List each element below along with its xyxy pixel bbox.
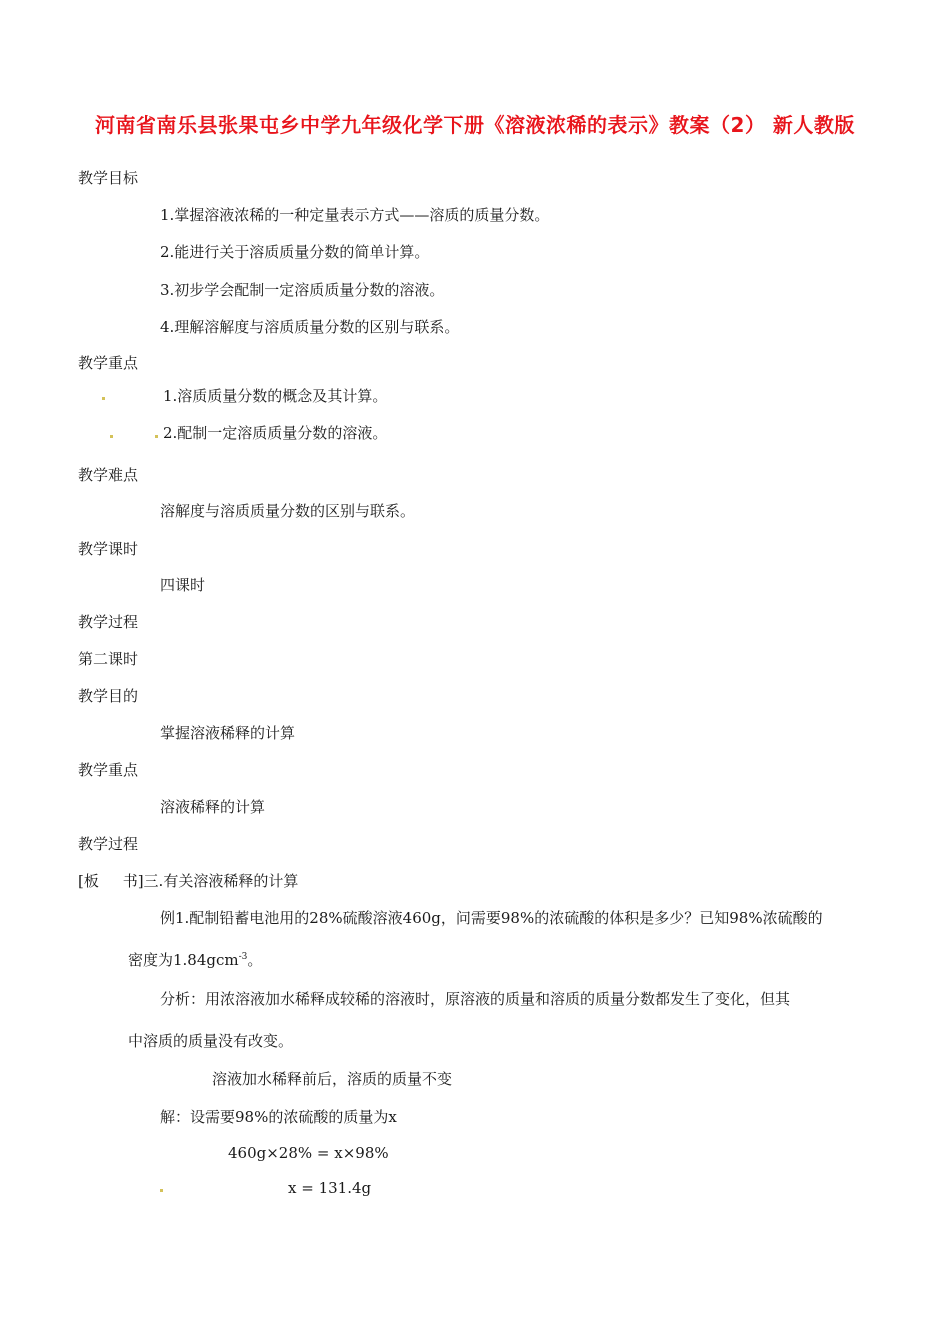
- difficulty-heading: 教学难点: [78, 466, 139, 484]
- principle-text: 溶液加水稀释前后，溶质的质量不变: [212, 1070, 453, 1088]
- document-title: 河南省南乐县张果屯乡中学九年级化学下册《溶液浓稀的表示》教案（2） 新人教版: [95, 113, 855, 137]
- lesson2-heading: 第二课时: [78, 650, 139, 668]
- period: 。: [247, 951, 263, 969]
- objective-item: 3.初步学会配制一定溶质质量分数的溶液。: [160, 281, 445, 299]
- density-text: 密度为1.84gcm: [128, 951, 239, 969]
- scan-artifact: [110, 435, 113, 438]
- scan-artifact: [160, 1189, 163, 1192]
- equation-2: x = 131.4g: [288, 1179, 372, 1197]
- process-heading: 教学过程: [78, 613, 139, 631]
- key-point-item: 2.配制一定溶质质量分数的溶液。: [163, 424, 388, 442]
- difficulty-text: 溶解度与溶质质量分数的区别与联系。: [160, 502, 416, 520]
- purpose-heading: 教学目的: [78, 687, 139, 705]
- analysis-line-2: 中溶质的质量没有改变。: [128, 1032, 294, 1050]
- objective-item: 4.理解溶解度与溶质质量分数的区别与联系。: [160, 318, 460, 336]
- scan-artifact: [102, 397, 105, 400]
- analysis-line: 分析：用浓溶液加水稀释成较稀的溶液时，原溶液的质量和溶质的质量分数都发生了变化，但其: [160, 990, 791, 1008]
- objective-item: 1.掌握溶液浓稀的一种定量表示方式——溶质的质量分数。: [160, 206, 550, 224]
- equation-1: 460g×28% = x×98%: [228, 1144, 389, 1162]
- solution-text: 解：设需要98%的浓硫酸的质量为x: [160, 1108, 397, 1126]
- purpose-text: 掌握溶液稀释的计算: [160, 724, 296, 742]
- example-line-2: [128, 950, 262, 970]
- key2-heading: 教学重点: [78, 761, 139, 779]
- density-exponent: -3: [238, 952, 248, 962]
- hours-text: 四课时: [160, 576, 206, 594]
- scan-artifact: [155, 435, 158, 438]
- process2-heading: 教学过程: [78, 835, 139, 853]
- example-line: 例1.配制铅蓄电池用的28%硫酸溶液460g，问需要98%的浓硫酸的体积是多少？已知98%浓硫酸的: [160, 909, 823, 927]
- objectives-heading: 教学目标: [78, 169, 139, 187]
- key-point-item: 1.溶质质量分数的概念及其计算。: [163, 387, 388, 405]
- board-text: [板 书]三.有关溶液稀释的计算: [78, 872, 299, 890]
- objective-item: 2.能进行关于溶质质量分数的简单计算。: [160, 243, 430, 261]
- key-points-heading: 教学重点: [78, 354, 139, 372]
- hours-heading: 教学课时: [78, 540, 139, 558]
- key2-text: 溶液稀释的计算: [160, 798, 266, 816]
